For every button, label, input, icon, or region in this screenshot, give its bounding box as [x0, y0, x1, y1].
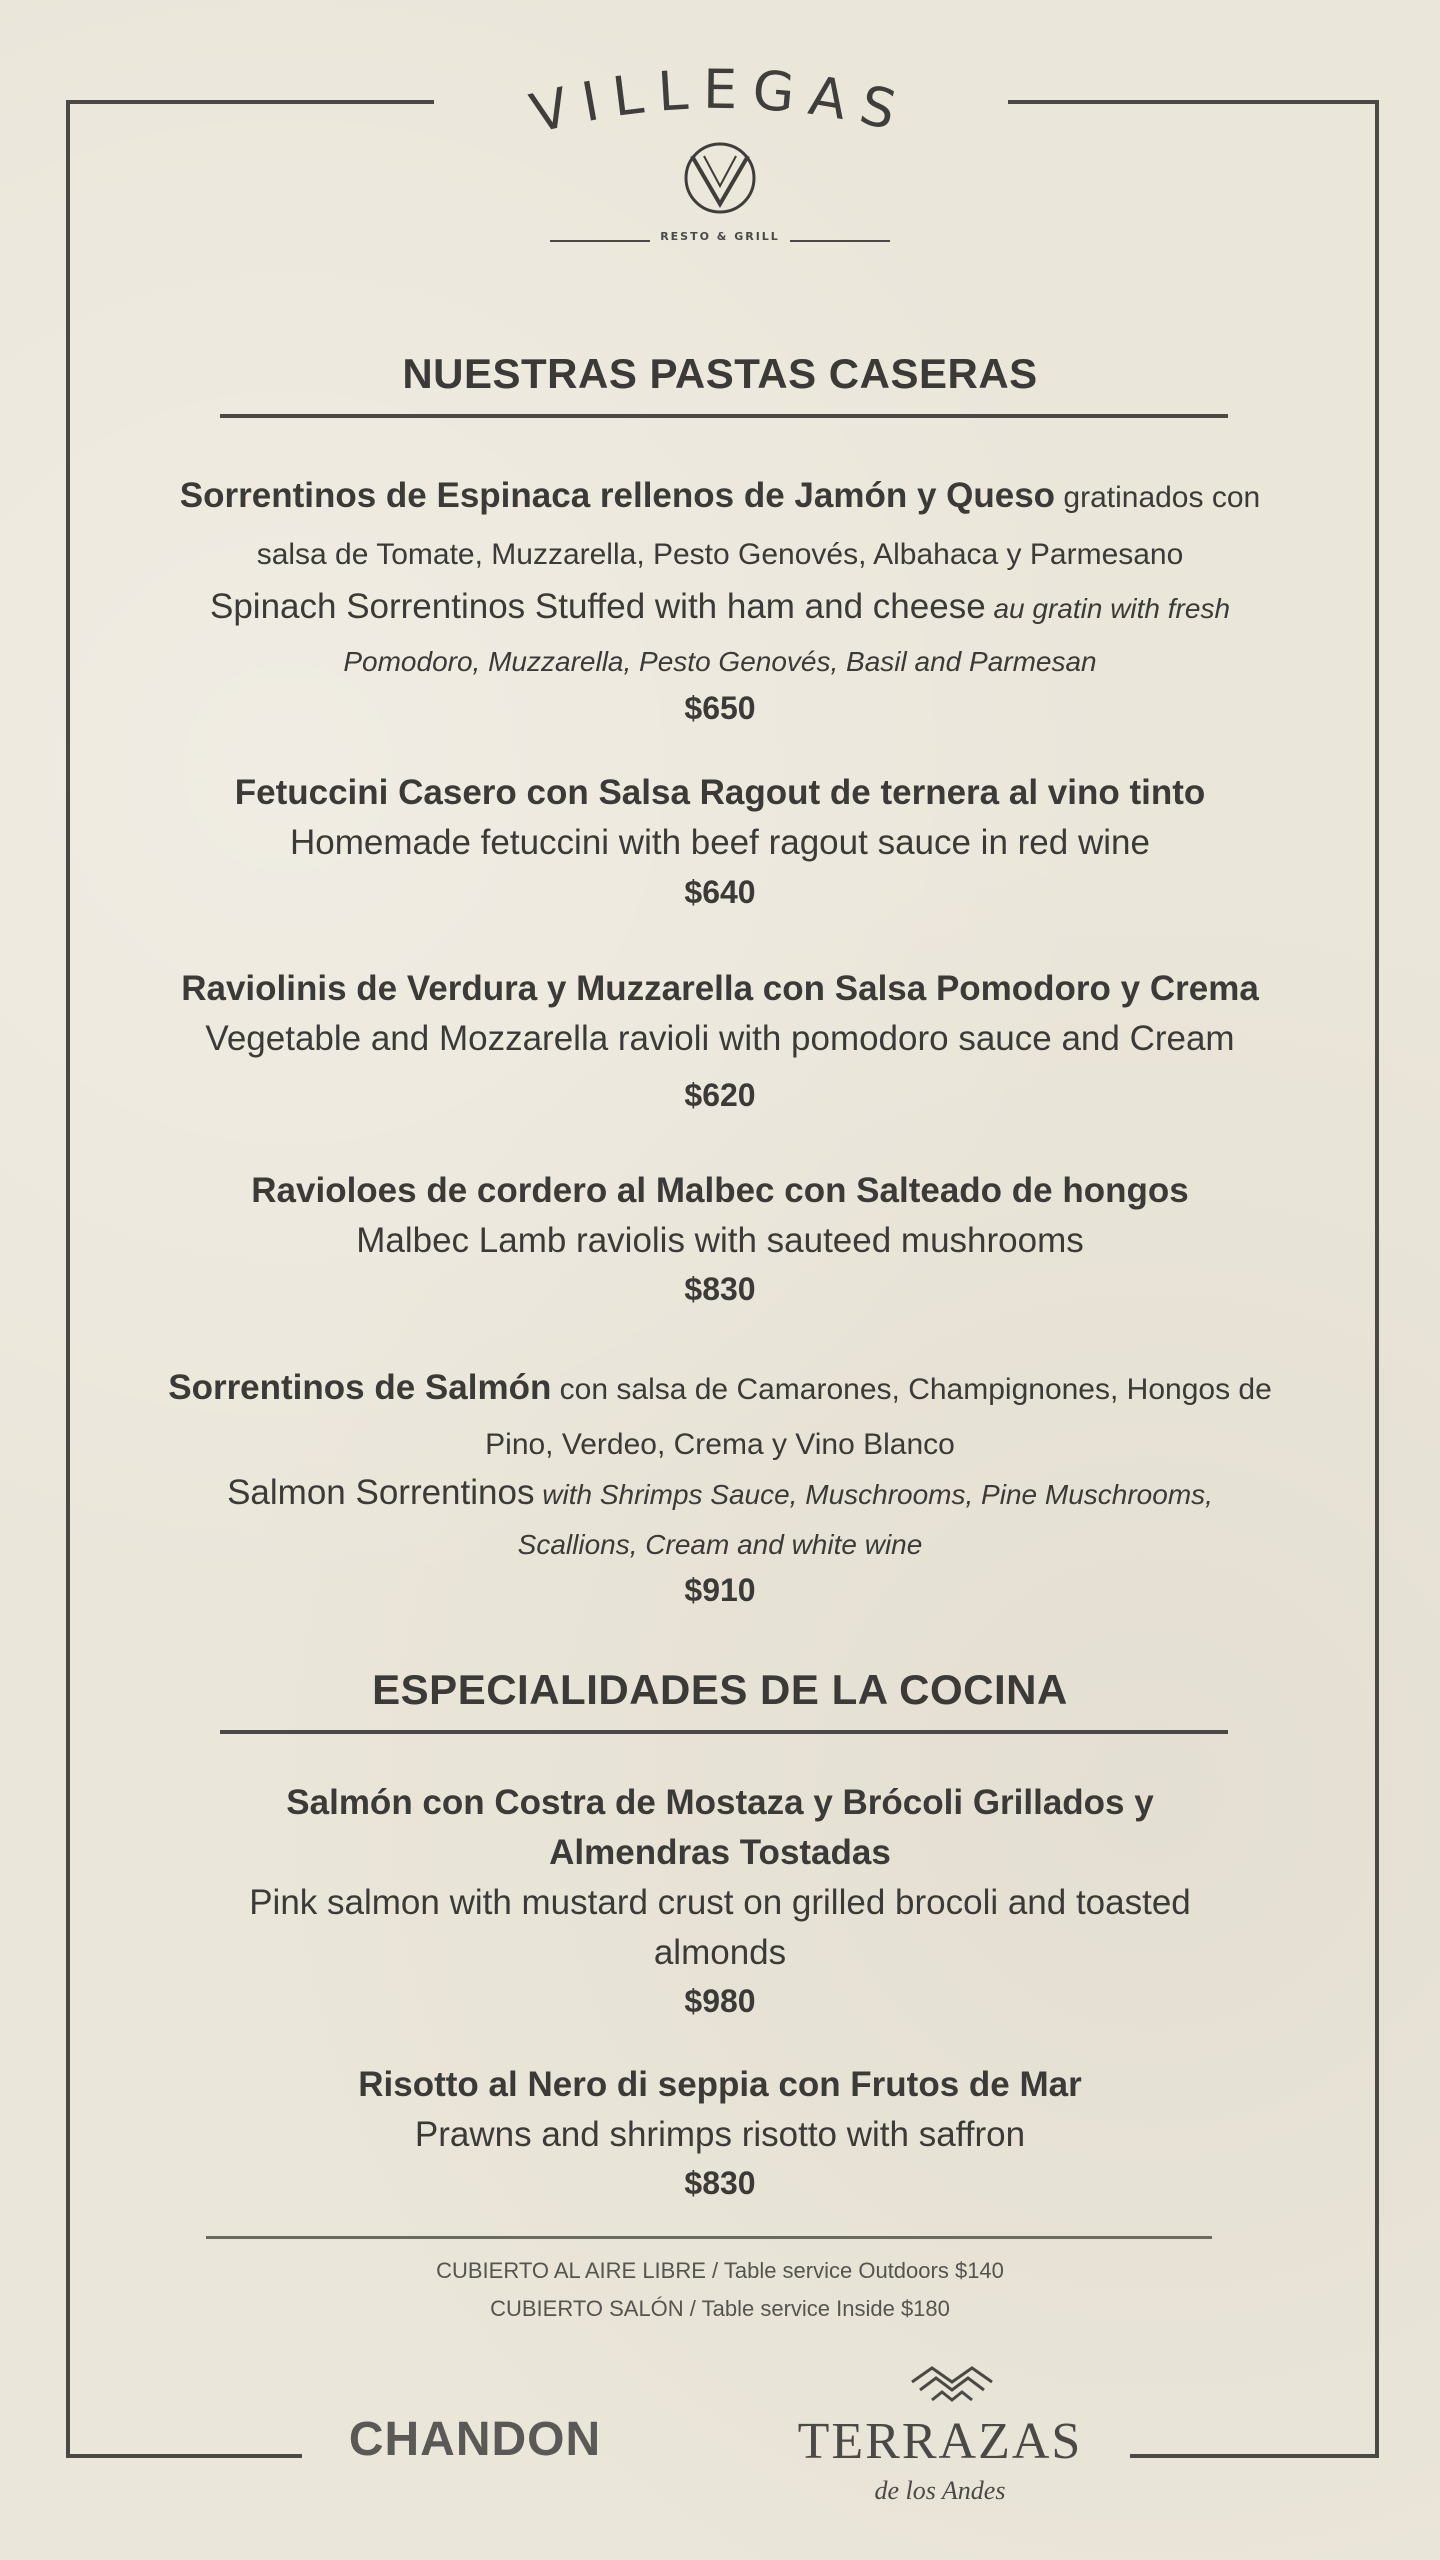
footer-rule — [206, 2236, 1212, 2239]
item-name-en-cont: almonds — [653, 1933, 787, 1972]
svg-text:VILLEGAS: VILLEGAS — [524, 68, 916, 146]
item-name-es: Salmón con Costra de Mostaza y Brócoli Grillados y — [286, 1783, 1154, 1822]
item-desc-es-cont: salsa de Tomate, Muzzarella, Pesto Genovés, Albahaca y Parmesano — [256, 538, 1184, 571]
item-price: $620 — [684, 1077, 756, 1113]
item-price: $830 — [684, 2165, 756, 2201]
section-rule-pastas — [220, 414, 1228, 418]
item-price: $640 — [684, 874, 756, 910]
item-name-es: Sorrentinos de Espinaca rellenos de Jamón y Queso — [179, 476, 1056, 515]
frame-right-border — [1375, 100, 1379, 2458]
terrazas-logo-subtitle: de los Andes — [874, 2476, 1006, 2505]
terrazas-emblem-icon — [902, 2362, 1002, 2410]
terrazas-logo: TERRAZAS — [797, 2413, 1083, 2470]
item-name-en: Homemade fetuccini with beef ragout sauce in red wine — [290, 823, 1150, 862]
item-desc-en-cont: Pomodoro, Muzzarella, Pesto Genovés, Basil and Parmesan — [343, 646, 1097, 677]
item-name-es-cont: Almendras Tostadas — [549, 1833, 891, 1872]
logo-subtitle: RESTO & GRILL — [660, 230, 780, 243]
table-service-inside: CUBIERTO SALÓN / Table service Inside $180 — [490, 2296, 950, 2321]
logo-monogram-icon — [680, 138, 760, 218]
item-price: $980 — [684, 1983, 756, 2019]
menu-item-fetuccini — [110, 768, 1330, 916]
chandon-logo: CHANDON — [348, 2413, 602, 2466]
item-name-en: Salmon Sorrentinos — [227, 1473, 535, 1512]
menu-item-sorrentinos-espinaca — [110, 470, 1330, 732]
menu-item-salmon-costra — [110, 1778, 1330, 2024]
item-name-es: Ravioloes de cordero al Malbec con Salteado de hongos — [251, 1171, 1189, 1210]
frame-left-border — [66, 100, 70, 2458]
table-service-notes — [200, 2252, 1240, 2328]
table-service-outdoor: CUBIERTO AL AIRE LIBRE / Table service Outdoors $140 — [436, 2258, 1004, 2283]
item-name-es: Raviolinis de Verdura y Muzzarella con Salsa Pomodoro y Crema — [181, 969, 1259, 1008]
restaurant-logo — [500, 68, 940, 258]
menu-item-sorrentinos-salmon — [110, 1362, 1330, 1614]
item-desc-en: with Shrimps Sauce, Muschrooms, Pine Muschrooms, — [534, 1479, 1213, 1510]
item-price: $650 — [684, 690, 756, 726]
item-name-en: Vegetable and Mozzarella ravioli with pomodoro sauce and Cream — [205, 1019, 1235, 1058]
section-title-pastas: NUESTRAS PASTAS CASERAS — [402, 350, 1038, 397]
item-name-es: Risotto al Nero di seppia con Frutos de Mar — [358, 2065, 1082, 2104]
item-name-en: Pink salmon with mustard crust on grilled brocoli and toasted — [249, 1883, 1191, 1922]
frame-top-left-border — [66, 100, 434, 104]
item-desc-es-cont: Pino, Verdeo, Crema y Vino Blanco — [485, 1428, 955, 1461]
menu-item-ravioloes-cordero — [110, 1166, 1330, 1312]
frame-top-right-border — [1008, 100, 1379, 104]
item-desc-es: gratinados con — [1055, 481, 1261, 514]
item-name-en: Malbec Lamb raviolis with sauteed mushrooms — [356, 1221, 1084, 1260]
item-desc-en: au gratin with fresh — [985, 593, 1231, 624]
section-title-cocina: ESPECIALIDADES DE LA COCINA — [372, 1666, 1068, 1713]
item-desc-es: con salsa de Camarones, Champignones, Hongos de — [551, 1373, 1272, 1406]
frame-bottom-left-border — [66, 2454, 302, 2458]
item-name-es: Fetuccini Casero con Salsa Ragout de ternera al vino tinto — [234, 773, 1206, 812]
frame-bottom-right-border — [1130, 2454, 1379, 2458]
item-price: $830 — [684, 1271, 756, 1307]
item-price: $910 — [684, 1572, 756, 1608]
item-name-en: Prawns and shrimps risotto with saffron — [414, 2115, 1026, 2154]
menu-item-risotto — [110, 2060, 1330, 2206]
section-rule-cocina — [220, 1730, 1228, 1734]
item-desc-en-cont: Scallions, Cream and white wine — [517, 1529, 923, 1560]
menu-item-raviolinis — [110, 964, 1330, 1126]
item-name-en: Spinach Sorrentinos Stuffed with ham and cheese — [209, 587, 986, 626]
item-name-es: Sorrentinos de Salmón — [168, 1368, 552, 1407]
